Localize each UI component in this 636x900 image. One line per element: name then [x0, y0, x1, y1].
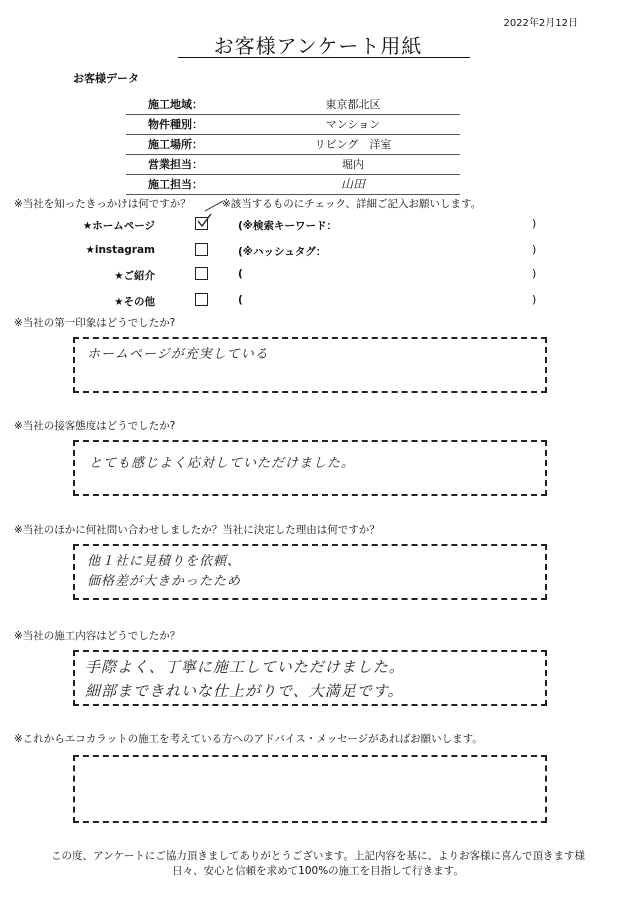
- info-row-sales: [126, 155, 460, 175]
- answer-text: 価格差が大きかったため: [87, 574, 242, 589]
- title-underline: [178, 57, 470, 58]
- info-row-installer: [126, 175, 460, 195]
- option-label-homepage: ★ホームページ: [82, 220, 155, 232]
- footer-line-2: 日々、安心と信頼を求めて100%の施工を目指して行きます。: [172, 865, 464, 877]
- answer-text: 手際よく、丁寧に施工していただけました。: [85, 658, 405, 676]
- option-label-other: ★その他: [114, 296, 155, 308]
- info-value: リビング 洋室: [314, 138, 392, 151]
- option-detail-referral: (: [238, 268, 243, 280]
- question-installation: ※当社の施工内容はどうでしたか？: [14, 630, 181, 642]
- option-close-paren: ): [532, 293, 537, 306]
- option-detail-instagram: (※ハッシュタグ：: [238, 246, 327, 258]
- answer-box-first-impression[interactable]: [73, 337, 547, 393]
- answer-box-other-companies[interactable]: [73, 544, 547, 600]
- question-first-impression: ※当社の第一印象はどうでしたか?: [14, 317, 176, 329]
- answer-box-installation[interactable]: [73, 650, 547, 706]
- info-value: 東京都北区: [325, 98, 381, 111]
- pointer-line-icon: [204, 200, 224, 212]
- checkbox-other[interactable]: [195, 293, 208, 306]
- info-label: 営業担当：: [148, 158, 203, 171]
- question-source: ※当社を知ったきっかけは何ですか？: [14, 198, 191, 210]
- option-close-paren: ): [532, 243, 537, 256]
- answer-box-advice[interactable]: [73, 755, 547, 823]
- check-mark-icon: [196, 213, 212, 229]
- info-label: 施工場所：: [148, 138, 203, 151]
- answer-text: とても感じよく応対していただけました。: [89, 456, 356, 471]
- checkbox-instagram[interactable]: [195, 243, 208, 256]
- info-row-area: [126, 95, 460, 115]
- question-customer-service: ※当社の接客態度はどうでしたか?: [14, 420, 176, 432]
- question-source-note: ※該当するものにチェック、詳細ご記入お願いします。: [222, 198, 482, 210]
- survey-date: 2022年2月12日: [503, 18, 578, 29]
- option-detail-other: (: [238, 294, 243, 306]
- option-close-paren: ): [532, 267, 537, 280]
- info-value-handwritten: 山田: [340, 177, 365, 191]
- checkbox-referral[interactable]: [195, 267, 208, 280]
- info-label: 施工担当：: [148, 178, 203, 191]
- info-label: 施工地域：: [148, 98, 203, 111]
- info-row-property: [126, 115, 460, 135]
- footer-line-1: この度、アンケートにご協力頂きましてありがとうございます。上記内容を基に、よりお客様に喜んで頂きます様: [50, 850, 586, 862]
- answer-text: ホームページが充実している: [87, 347, 269, 362]
- option-close-paren: ): [532, 217, 537, 230]
- info-value: 堀内: [342, 158, 364, 171]
- page-title: お客様アンケート用紙: [213, 34, 423, 58]
- customer-info-table: [126, 95, 460, 195]
- answer-text: 他１社に見積りを依頼、: [87, 554, 242, 569]
- option-label-referral: ★ご紹介: [114, 270, 155, 282]
- option-detail-homepage: (※検索キーワード：: [238, 220, 338, 232]
- info-row-location: [126, 135, 460, 155]
- info-value: マンション: [325, 118, 381, 131]
- info-label: 物件種別：: [148, 118, 203, 131]
- option-label-instagram: ★instagram: [85, 244, 155, 256]
- question-advice: ※これからエコカラットの施工を考えている方へのアドバイス・メッセージがあればお願いします。: [14, 733, 483, 745]
- answer-box-customer-service[interactable]: [73, 440, 547, 496]
- customer-data-heading: お客様データ: [73, 72, 139, 85]
- question-other-companies: ※当社のほかに何社問い合わせしましたか？当社に決定した理由は何ですか？: [14, 524, 380, 536]
- answer-text: 細部まできれいな仕上がりで、大満足です。: [85, 682, 404, 700]
